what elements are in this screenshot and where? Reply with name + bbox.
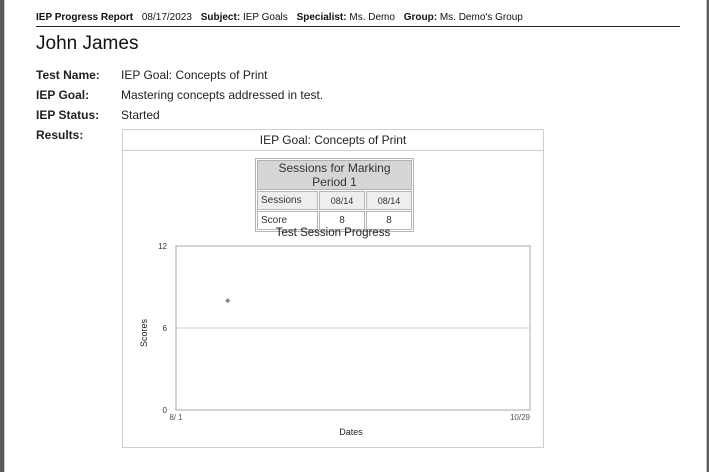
y-tick-label: 6 bbox=[162, 324, 167, 333]
x-tick-label: 10/29 bbox=[509, 413, 530, 422]
progress-chart bbox=[123, 240, 543, 446]
session-score: 8 bbox=[366, 211, 412, 230]
group-label: Group: bbox=[403, 12, 438, 23]
score-row-label: Score bbox=[257, 211, 318, 230]
session-date: 08/14 bbox=[319, 191, 365, 210]
specialist-value: Ms. Demo bbox=[349, 12, 395, 23]
report-page bbox=[4, 0, 707, 472]
iep-goal-label: IEP Goal: bbox=[36, 88, 90, 102]
subject-label: Subject: bbox=[200, 12, 241, 23]
iep-goal-value: Mastering concepts addressed in test. bbox=[121, 88, 324, 102]
test-name-label: Test Name: bbox=[36, 68, 100, 82]
report-header bbox=[36, 11, 680, 27]
table-row bbox=[257, 191, 412, 210]
sessions-table bbox=[255, 158, 414, 232]
subject-value: IEP Goals bbox=[242, 12, 288, 23]
iep-status-value: Started bbox=[121, 108, 160, 122]
y-axis-label: Scores bbox=[139, 318, 149, 348]
session-date: 08/14 bbox=[366, 191, 412, 210]
y-tick-label: 0 bbox=[162, 406, 167, 415]
iep-status-label: IEP Status: bbox=[36, 108, 100, 122]
x-axis-label: Dates bbox=[339, 427, 363, 437]
session-score: 8 bbox=[319, 211, 365, 230]
specialist-label: Specialist: bbox=[296, 12, 347, 23]
group-value: Ms. Demo's Group bbox=[439, 12, 523, 23]
results-title: IEP Goal: Concepts of Print bbox=[123, 130, 543, 151]
sessions-table-caption: Sessions for Marking Period 1 bbox=[257, 160, 412, 190]
y-tick-label: 12 bbox=[158, 242, 167, 251]
results-panel bbox=[122, 129, 544, 448]
x-tick-label: 8/ 1 bbox=[169, 413, 183, 422]
report-title: IEP Progress Report bbox=[36, 12, 134, 23]
results-label: Results: bbox=[36, 128, 84, 142]
chart-title: Test Session Progress bbox=[275, 227, 391, 239]
student-name: John James bbox=[36, 33, 139, 54]
sessions-row-label: Sessions bbox=[257, 191, 318, 210]
report-date: 08/17/2023 bbox=[141, 12, 192, 23]
test-name-value: IEP Goal: Concepts of Print bbox=[121, 68, 268, 82]
